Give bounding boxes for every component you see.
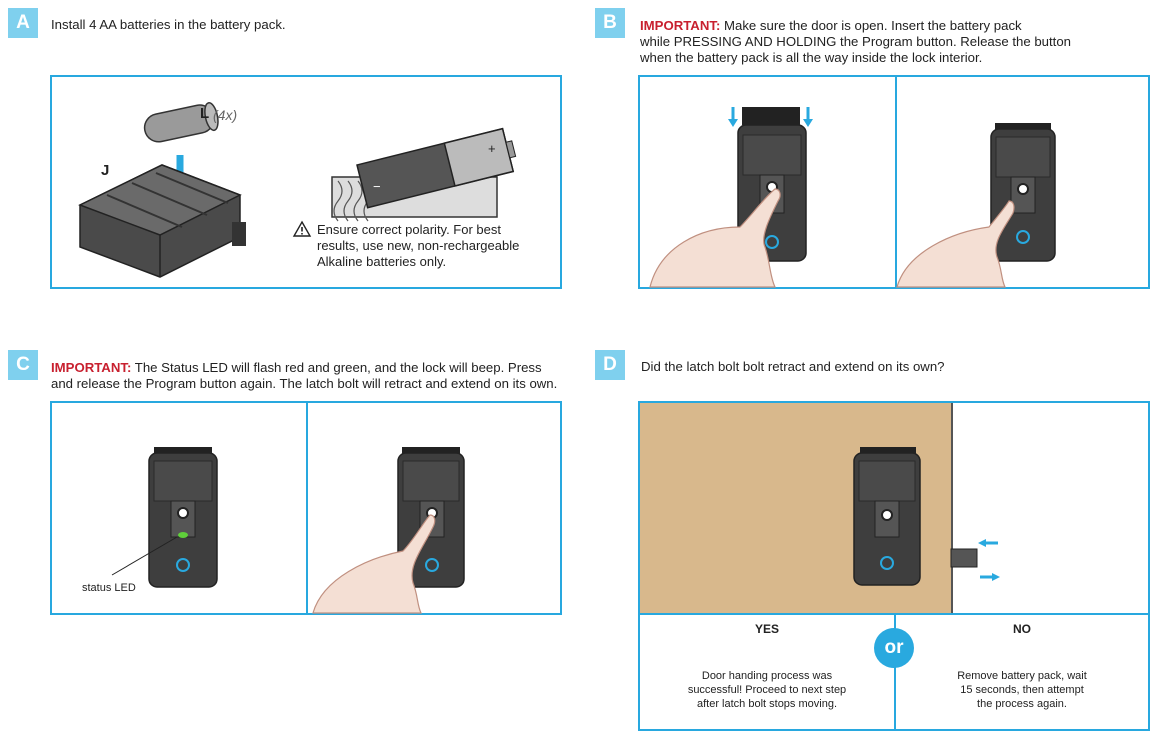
- step-b-line1: Make sure the door is open. Insert the battery pack: [724, 18, 1022, 33]
- step-c-frame: [50, 401, 562, 615]
- no-description: [896, 669, 1148, 711]
- step-c-badge: C: [8, 350, 38, 380]
- lock-interior-insert: [640, 77, 895, 287]
- step-c-line1: The Status LED will flash red and green, and the lock will beep. Press: [134, 360, 542, 375]
- yes-description: [640, 669, 894, 711]
- step-a-instruction: Install 4 AA batteries in the battery pack.: [51, 17, 286, 32]
- no-line3: the process again.: [977, 698, 1067, 710]
- step-c-instruction: [51, 360, 571, 392]
- lock-interior-release: [897, 77, 1150, 287]
- finger-icon: [650, 189, 780, 287]
- yes-title: YES: [754, 622, 779, 636]
- battery-quantity: (4x): [213, 107, 238, 123]
- important-label: IMPORTANT:: [640, 18, 721, 33]
- important-label: IMPORTANT:: [51, 360, 132, 375]
- no-line2: 15 seconds, then attempt: [960, 684, 1084, 696]
- yes-line1: Door handing process was: [701, 670, 833, 682]
- step-c-line2: and release the Program button again. The latch bolt will retract and extend on its own.: [51, 376, 558, 391]
- step-b-badge: B: [595, 8, 625, 38]
- no-title: NO: [1013, 622, 1031, 636]
- or-badge: or: [874, 628, 914, 668]
- step-d-instruction: Did the latch bolt bolt retract and extend on its own?: [641, 359, 945, 374]
- lock-program-press: [308, 403, 562, 613]
- lock-on-door: [640, 403, 1148, 613]
- polarity-minus: −: [373, 179, 381, 194]
- battery-pack-label-j: J: [101, 162, 110, 179]
- step-b-line3: when the battery pack is all the way inside the lock interior.: [640, 50, 983, 65]
- step-b-line2: while PRESSING AND HOLDING the Program button. Release the button: [640, 34, 1071, 49]
- step-d-frame: [638, 401, 1150, 731]
- yes-line3: after latch bolt stops moving.: [696, 698, 837, 710]
- step-b-frame: [638, 75, 1150, 289]
- status-led-label: status LED: [82, 582, 136, 594]
- warning-icon: [293, 221, 311, 237]
- step-a-badge: A: [8, 8, 38, 38]
- step-b-instruction: [640, 18, 1140, 66]
- polarity-warning: Ensure correct polarity. For best results, use new, non-rechargeable Alkaline batteries only.: [317, 222, 520, 269]
- battery-label-l: L: [200, 105, 210, 122]
- step-d-badge: D: [595, 350, 625, 380]
- yes-line2: successful! Proceed to next step: [687, 684, 847, 696]
- step-a-frame: [50, 75, 562, 289]
- polarity-plus: +: [488, 141, 496, 156]
- no-line1: Remove battery pack, wait: [957, 670, 1087, 682]
